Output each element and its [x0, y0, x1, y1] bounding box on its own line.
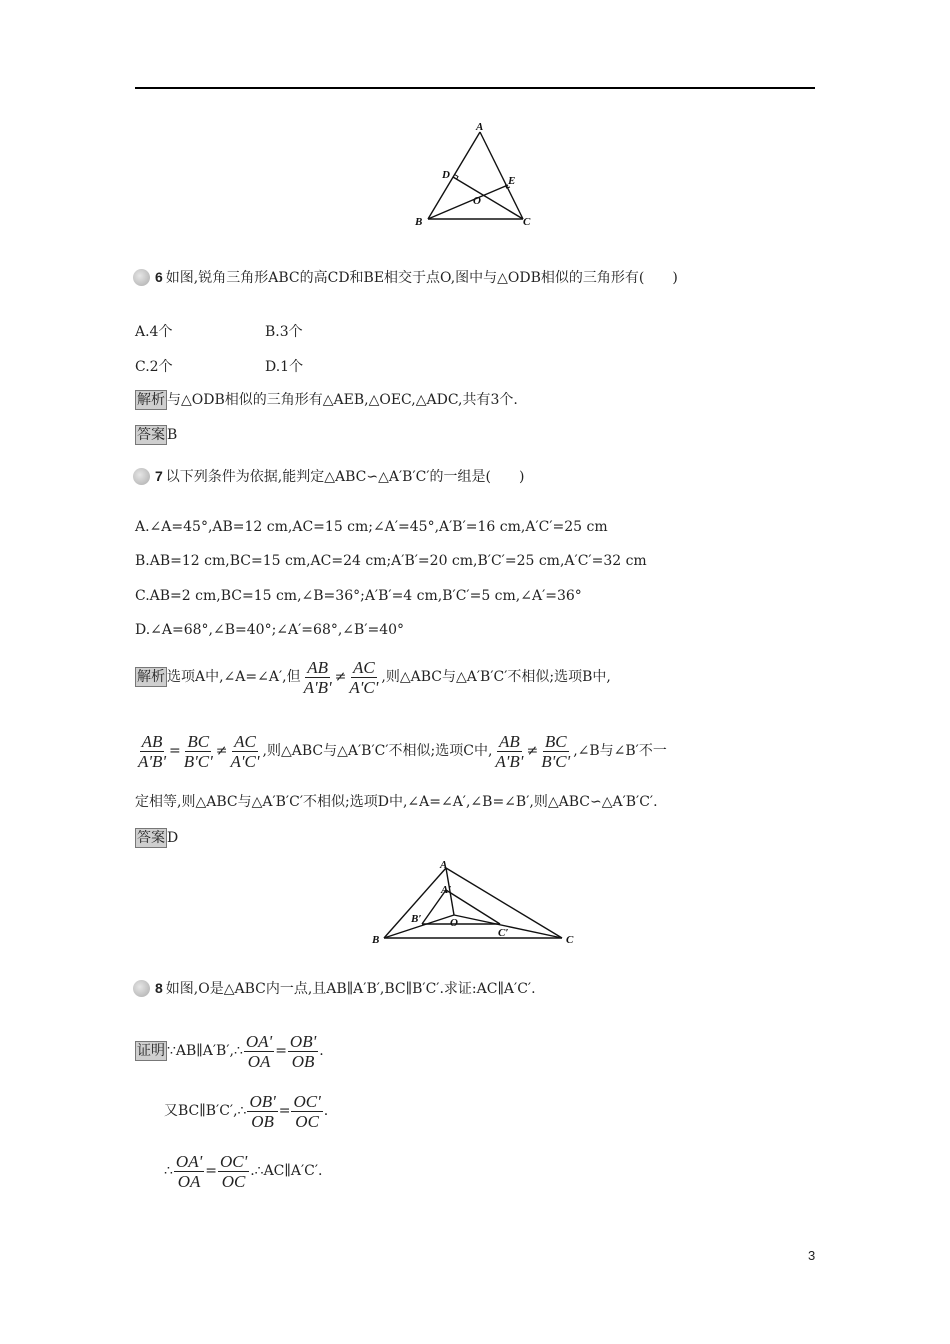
q8-proof3-post: .∴AC∥A′C′. [250, 1163, 323, 1179]
fraction-ab-over-apbp: $\frac{AB}{A'B'}$ [495, 731, 524, 771]
fig2-label-a: A [440, 859, 448, 871]
fraction-ab-over-apbp: $\frac{AB}{A'B'}$ [138, 731, 167, 771]
fig1-label-o: O [473, 195, 481, 207]
fig2-label-c: C [566, 934, 574, 946]
proof-tag: 证明 [137, 1043, 165, 1059]
q6-answer [135, 424, 177, 446]
fig2-label-ap: A′ [441, 884, 452, 896]
q6-option-d: D.1个 [265, 359, 304, 375]
eq-sign: = [275, 1043, 287, 1059]
fig2-label-o: O [450, 917, 458, 929]
q7-stem [135, 465, 524, 488]
q6-number: 6 [155, 269, 163, 285]
q6-option-c: C.2个 [135, 359, 173, 375]
q7-analysis-pre: 选项A中,∠A=∠A′,但 [167, 669, 301, 685]
q7-option-c: C.AB=2 cm,BC=15 cm,∠B=36°;A′B′=4 cm,B′C′=5 cm,∠A′=36° [135, 588, 582, 604]
q6-analysis-text: 与△ODB相似的三角形有△AEB,△OEC,△ADC,共有3个. [167, 392, 518, 408]
header-rule [135, 87, 815, 89]
fraction-ocp-over-oc: $\frac{OC'}{OC}$ [293, 1091, 321, 1131]
q8-stem-text: 如图,O是△ABC内一点,且AB∥A′B′,BC∥B′C′.求证:AC∥A′C′. [165, 981, 536, 997]
q7-analysis-mid: ,则△ABC与△A′B′C′不相似;选项C中, [262, 743, 493, 759]
neq-sign: ≠ [334, 669, 347, 685]
q6-option-b: B.3个 [265, 324, 303, 340]
q7-answer [135, 827, 178, 849]
eq-sign: = [169, 743, 181, 759]
fraction-oap-over-oa: $\frac{OA'}{OA}$ [245, 1031, 273, 1071]
q8-proof2-dot: . [323, 1103, 329, 1119]
fig1-label-d: D [442, 169, 450, 181]
q6-stem [135, 266, 678, 289]
q7-option-a: A.∠A=45°,AB=12 cm,AC=15 cm;∠A′=45°,A′B′=16 cm,A′C′=25 cm [135, 519, 608, 535]
analysis-tag: 解析 [137, 392, 165, 408]
q8-proof1-pre: ∵AB∥A′B′,∴ [167, 1043, 243, 1059]
q6-option-a: A.4个 [135, 324, 173, 340]
fraction-obp-over-ob: $\frac{OB'}{OB}$ [289, 1031, 317, 1071]
neq-sign: ≠ [215, 743, 228, 759]
fig1-label-c: C [523, 216, 531, 228]
answer-tag: 答案 [137, 427, 165, 443]
analysis-tag: 解析 [137, 669, 165, 685]
fig1-label-b: B [415, 216, 423, 228]
fraction-obp-over-ob: $\frac{OB'}{OB}$ [249, 1091, 276, 1131]
q6-answer-value: B [167, 427, 178, 443]
q6-stem-text: 如图,锐角三角形ABC的高CD和BE相交于点O,图中与△ODB相似的三角形有( ) [165, 270, 678, 286]
neq-sign: ≠ [526, 743, 539, 759]
q7-analysis-post2: ,∠B与∠B′不一 [573, 743, 667, 759]
q8-stem [135, 977, 536, 1000]
fig2-label-b: B [372, 934, 380, 946]
fig1-label-a: A [476, 121, 484, 133]
q8-number: 8 [155, 980, 163, 996]
eq-sign: = [278, 1103, 291, 1119]
page-number: 3 [808, 1248, 816, 1263]
fig2-label-cp: C′ [498, 927, 509, 939]
fraction-bc-over-bpcp: $\frac{BC}{B'C'}$ [183, 731, 213, 771]
q7-analysis-line2 [135, 728, 667, 774]
fraction-bc-over-bpcp: $\frac{BC}{B'C'}$ [541, 731, 571, 771]
q6-analysis [135, 389, 518, 411]
q8-proof-line2 [164, 1088, 328, 1134]
question-bullet-icon [133, 980, 150, 997]
fraction-ac-over-apcp: $\frac{AC}{A'C'}$ [230, 731, 260, 771]
q7-stem-text: 以下列条件为依据,能判定△ABC∽△A′B′C′的一组是( ) [165, 469, 525, 485]
triangle-figure-q8 [368, 857, 583, 952]
q8-proof1-dot: . [319, 1043, 324, 1059]
eq-sign: = [205, 1163, 217, 1179]
q7-analysis-line1 [135, 654, 611, 700]
fraction-ab-over-apbp: $\frac{AB}{A'B'}$ [303, 657, 332, 697]
q7-option-b: B.AB=12 cm,BC=15 cm,AC=24 cm;A′B′=20 cm,B′C′=25 cm,A′C′=32 cm [135, 553, 647, 569]
q7-analysis-line3: 定相等,则△ABC与△A′B′C′不相似;选项D中,∠A=∠A′,∠B=∠B′,则△ABC∽△A′B′C′. [135, 794, 658, 810]
q7-analysis-post: ,则△ABC与△A′B′C′不相似;选项B中, [381, 669, 611, 685]
q8-proof3-pre: ∴ [164, 1163, 173, 1179]
q7-option-d: D.∠A=68°,∠B=40°;∠A′=68°,∠B′=40° [135, 622, 405, 638]
fraction-oap-over-oa: $\frac{OA'}{OA}$ [175, 1151, 203, 1191]
triangle-figure-q6 [410, 118, 540, 230]
fig2-label-bp: B′ [411, 913, 422, 925]
fraction-ac-over-apcp: $\frac{AC}{A'C'}$ [349, 657, 379, 697]
q8-proof-line3 [164, 1148, 323, 1194]
fraction-ocp-over-oc: $\frac{OC'}{OC}$ [219, 1151, 248, 1191]
q7-answer-value: D [167, 830, 179, 846]
q7-number: 7 [155, 468, 163, 484]
q8-proof2-pre: 又BC∥B′C′,∴ [164, 1103, 247, 1119]
fig1-label-e: E [508, 175, 516, 187]
question-bullet-icon [133, 269, 150, 286]
q8-proof-line1 [135, 1028, 324, 1074]
question-bullet-icon [133, 468, 150, 485]
answer-tag: 答案 [137, 830, 165, 846]
